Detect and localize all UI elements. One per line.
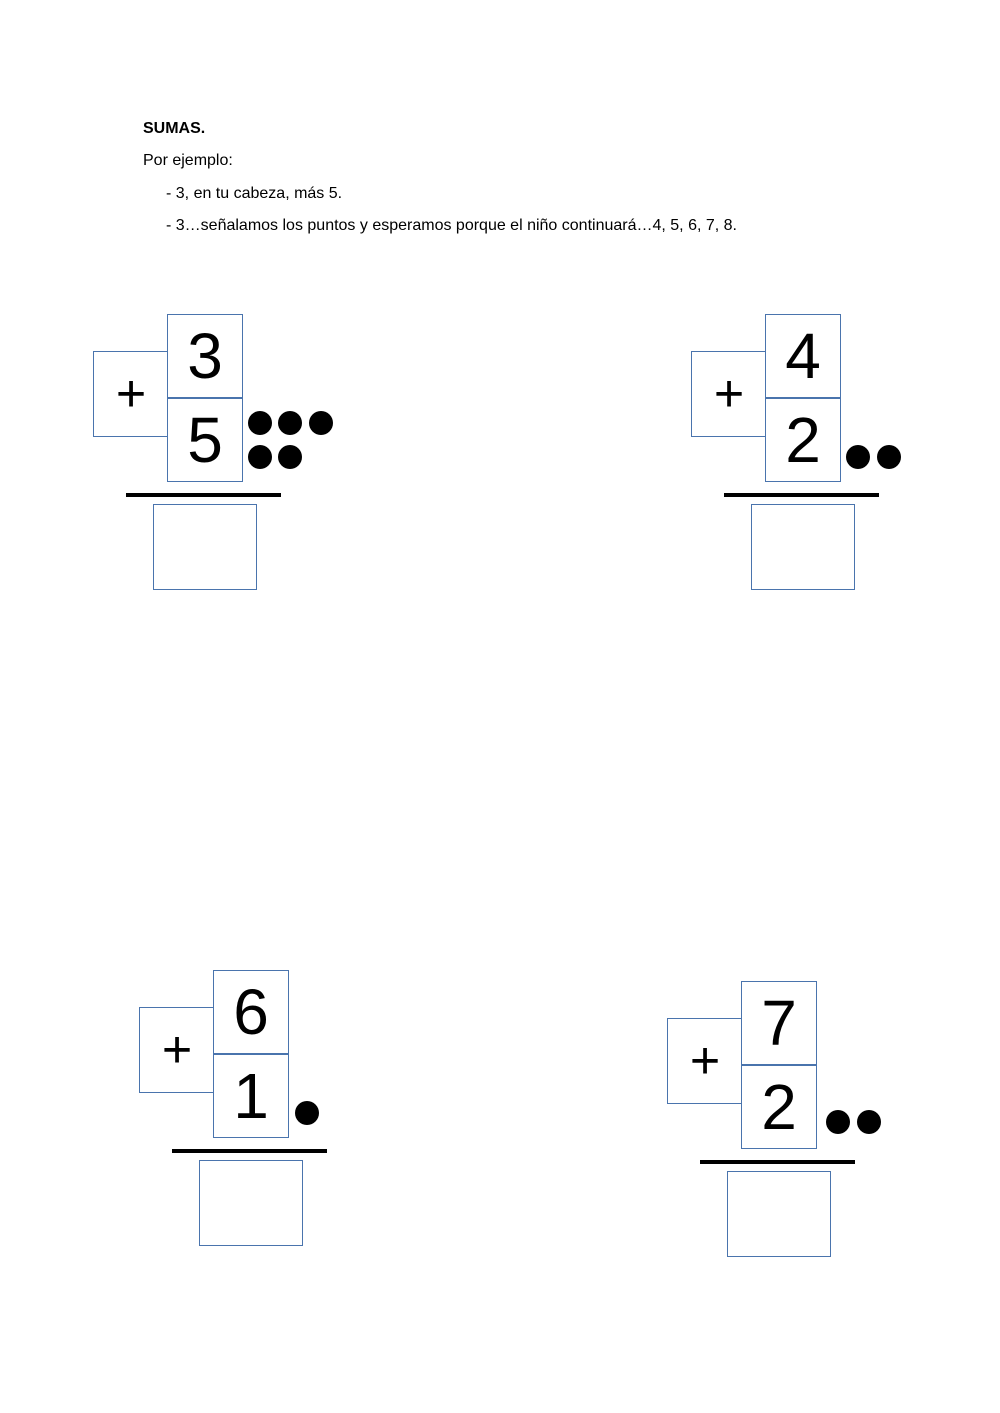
counting-dot bbox=[877, 445, 901, 469]
plus-sign-box: + bbox=[93, 351, 169, 437]
sum-line bbox=[126, 493, 281, 497]
counting-dots bbox=[822, 1110, 922, 1190]
addition-problem-3 bbox=[139, 970, 399, 1260]
sum-line bbox=[700, 1160, 855, 1164]
counting-dot bbox=[846, 445, 870, 469]
sum-line bbox=[172, 1149, 327, 1153]
plus-sign-box: + bbox=[691, 351, 767, 437]
top-addend-box: 6 bbox=[213, 970, 289, 1054]
answer-box[interactable] bbox=[727, 1171, 831, 1257]
top-addend-box: 7 bbox=[741, 981, 817, 1065]
counting-dot bbox=[826, 1110, 850, 1134]
example-step-1: - 3, en tu cabeza, más 5. bbox=[166, 185, 343, 202]
example-step-2: - 3…señalamos los puntos y esperamos porque el niño continuará…4, 5, 6, 7, 8. bbox=[166, 217, 737, 234]
top-addend-box: 3 bbox=[167, 314, 243, 398]
worksheet-title: SUMAS. bbox=[143, 120, 206, 137]
example-intro: Por ejemplo: bbox=[143, 152, 233, 169]
addition-problem-4 bbox=[667, 981, 927, 1271]
counting-dot bbox=[309, 411, 333, 435]
counting-dot bbox=[248, 445, 272, 469]
answer-box[interactable] bbox=[751, 504, 855, 590]
counting-dot bbox=[278, 411, 302, 435]
bottom-addend-box: 2 bbox=[741, 1065, 817, 1149]
addition-problem-1 bbox=[93, 314, 353, 604]
counting-dots bbox=[294, 1101, 394, 1181]
plus-sign-box: + bbox=[139, 1007, 215, 1093]
answer-box[interactable] bbox=[153, 504, 257, 590]
counting-dots bbox=[248, 411, 348, 491]
counting-dot bbox=[857, 1110, 881, 1134]
counting-dot bbox=[278, 445, 302, 469]
bottom-addend-box: 1 bbox=[213, 1054, 289, 1138]
bottom-addend-box: 2 bbox=[765, 398, 841, 482]
bottom-addend-box: 5 bbox=[167, 398, 243, 482]
counting-dot bbox=[295, 1101, 319, 1125]
sum-line bbox=[724, 493, 879, 497]
top-addend-box: 4 bbox=[765, 314, 841, 398]
addition-problem-2 bbox=[691, 314, 951, 604]
counting-dot bbox=[248, 411, 272, 435]
plus-sign-box: + bbox=[667, 1018, 743, 1104]
answer-box[interactable] bbox=[199, 1160, 303, 1246]
counting-dots bbox=[846, 445, 946, 525]
